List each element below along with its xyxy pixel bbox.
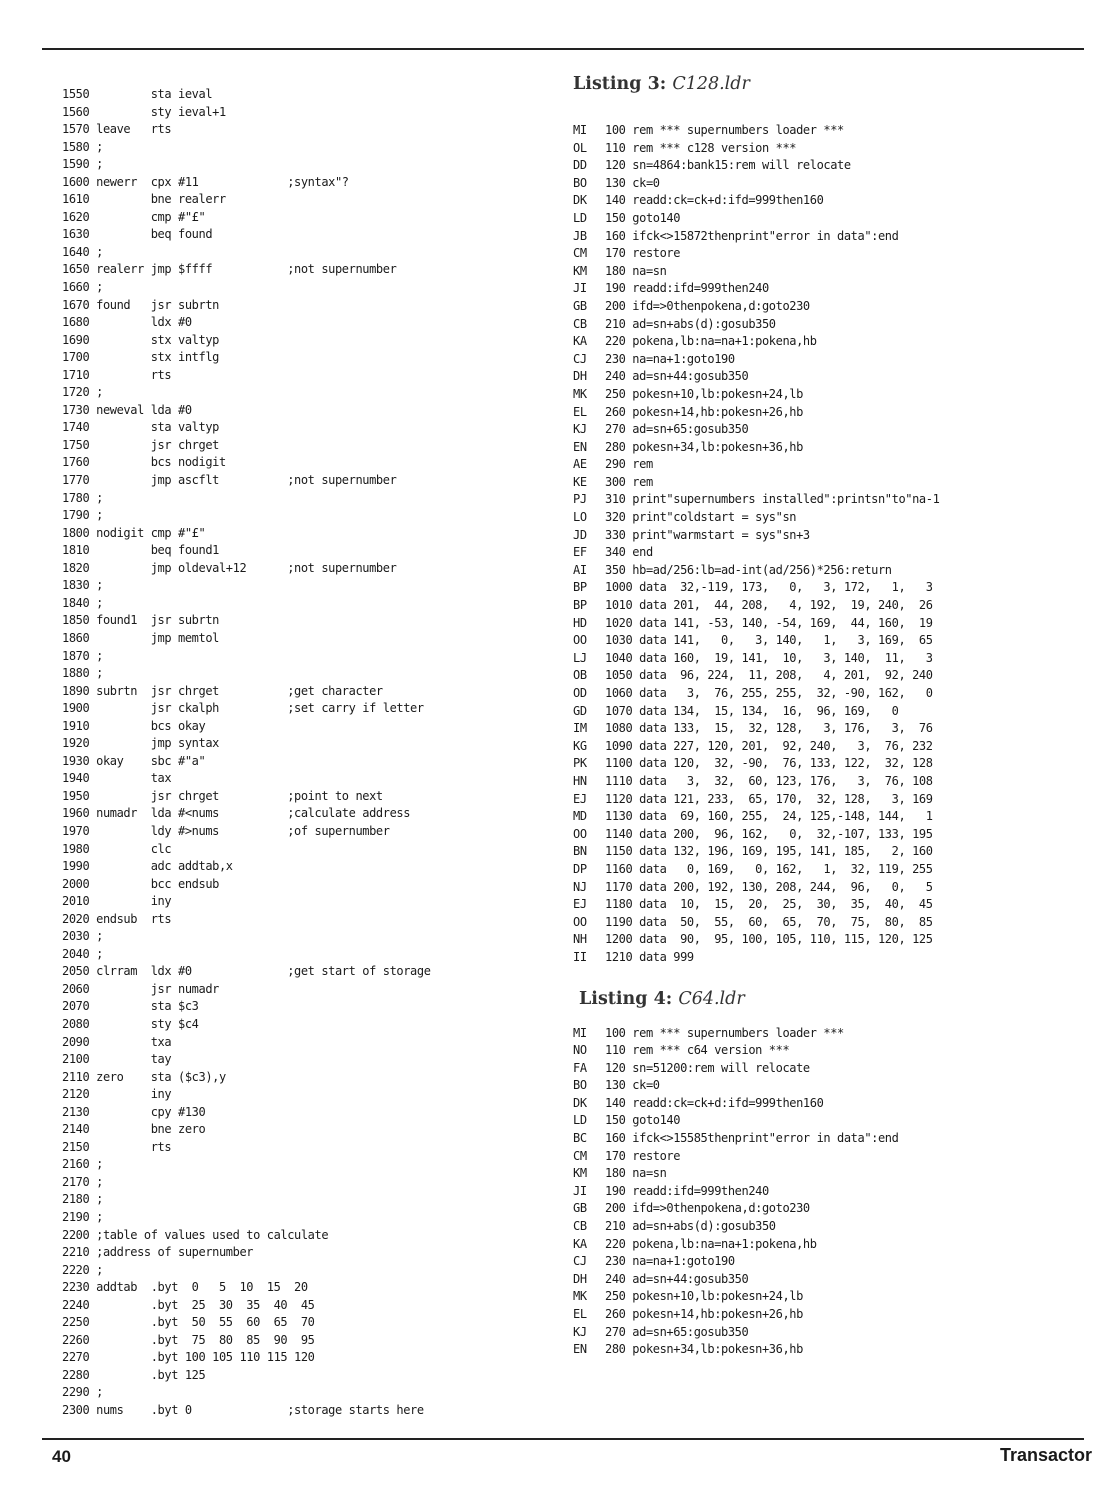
code-line: 1730 neweval lda #0 [62,402,192,417]
code-line: 1900 jsr ckalph ;set carry if letter [62,701,424,716]
code-line [573,1200,1083,1218]
checksum-tag: JI [573,281,587,296]
code-line: 2150 rts [62,1139,172,1154]
checksum-tag: LJ [573,650,587,665]
basic-code: 260 pokesn+14,hb:pokesn+26,hb [605,1307,803,1321]
code-line: 1780 ; [62,490,103,505]
code-line [573,1288,1083,1306]
checksum-tag: DP [573,861,587,876]
code-line: 1820 jmp oldeval+12 ;not supernumber [62,560,397,575]
basic-code: 120 sn=4864:bank15:rem will relocate [605,158,851,173]
checksum-tag: BO [573,1078,587,1093]
basic-code: 180 na=sn [605,1166,667,1181]
checksum-tag: EL [573,1307,587,1321]
checksum-tag: DH [573,1271,587,1286]
code-line: 1580 ; [62,139,103,154]
basic-code: 270 ad=sn+65:gosub350 [605,422,749,437]
code-line [573,351,1083,369]
checksum-tag: OD [573,686,587,700]
code-line: 2180 ; [62,1192,103,1207]
basic-code: 170 restore [605,1148,681,1163]
code-line [573,439,1083,457]
basic-code: 190 readd:ifd=999then240 [605,281,769,296]
code-line [573,210,1083,228]
code-line: 1920 jmp syntax [62,736,219,751]
basic-code: 280 pokesn+34,lb:pokesn+36,hb [605,439,803,454]
code-line [573,280,1083,298]
code-line: 1800 nodigit cmp #"£" [62,525,206,540]
code-line [573,597,1083,615]
code-line [573,738,1083,756]
page-number: 40 [52,1447,71,1466]
code-line: 1940 tax [62,771,172,786]
basic-code: 1020 data 141, -53, 140, -54, 169, 44, 160, 19 [605,615,933,630]
code-line: 2220 ; [62,1262,103,1277]
code-line: 1870 ; [62,648,103,663]
basic-code: 1210 data 999 [605,949,694,964]
code-line: 1600 newerr cpx #11 ;syntax"? [62,174,349,189]
code-line: 1680 ldx #0 [62,315,192,330]
code-line [573,720,1083,738]
checksum-tag: NO [573,1043,587,1058]
basic-code: 130 ck=0 [605,175,660,190]
checksum-tag: BN [573,844,587,859]
code-line: 2120 iny [62,1087,172,1102]
code-line: 1700 stx intflg [62,350,219,365]
checksum-tag: NH [573,932,587,947]
code-line: 1670 found jsr subrtn [62,297,219,312]
listing3-heading [573,72,1083,96]
code-line: 1740 sta valtyp [62,420,219,435]
code-line [573,368,1083,386]
code-line [573,1253,1083,1271]
code-line: 2250 .byt 50 55 60 65 70 [62,1315,315,1330]
code-line: 2170 ; [62,1174,103,1189]
checksum-tag: KM [573,1166,587,1181]
code-line [573,931,1083,949]
code-line: 2080 sty $c4 [62,1016,199,1031]
checksum-tag: OO [573,826,587,841]
code-line [573,316,1083,334]
code-line [573,826,1083,844]
checksum-tag: FA [573,1060,587,1075]
code-line: 1830 ; [62,578,103,593]
basic-code: 300 rem [605,474,653,489]
basic-code: 140 readd:ck=ck+d:ifd=999then160 [605,1095,824,1110]
code-line [573,298,1083,316]
code-line [573,579,1083,597]
code-line: 1910 bcs okay [62,718,206,733]
basic-code: 110 rem *** c128 version *** [605,140,797,155]
checksum-tag: GD [573,703,587,718]
checksum-tag: GB [573,298,587,313]
code-line: 2100 tay [62,1052,172,1067]
code-line: 1770 jmp ascflt ;not supernumber [62,473,397,488]
checksum-tag: HD [573,615,587,630]
code-line: 1690 stx valtyp [62,332,219,347]
code-line [573,456,1083,474]
code-line: 1660 ; [62,280,103,295]
checksum-tag: EJ [573,897,587,912]
basic-code: 140 readd:ck=ck+d:ifd=999then160 [605,193,824,208]
code-line [573,1060,1083,1078]
basic-code: 1170 data 200, 192, 130, 208, 244, 96, 0, 5 [605,879,933,894]
code-line: 1640 ; [62,244,103,259]
checksum-tag: PK [573,756,587,771]
code-line: 1960 numadr lda #<nums ;calculate address [62,806,411,821]
code-line [573,474,1083,492]
code-line [573,509,1083,527]
code-line [573,1042,1083,1060]
basic-code: 120 sn=51200:rem will relocate [605,1060,810,1075]
basic-code: 160 ifck<>15872thenprint"error in data":end [605,228,899,243]
code-line [573,861,1083,879]
checksum-tag: KJ [573,1324,587,1339]
basic-code: 230 na=na+1:goto190 [605,351,735,366]
code-line [573,773,1083,791]
checksum-tag: CB [573,316,587,331]
code-line [573,1183,1083,1201]
basic-code: 1030 data 141, 0, 3, 140, 1, 3, 169, 65 [605,633,933,648]
basic-code: 1060 data 3, 76, 255, 255, 32, -90, 162, 0 [605,686,933,700]
checksum-tag: AI [573,562,587,577]
basic-code: 1050 data 96, 224, 11, 208, 4, 201, 92, 240 [605,668,933,683]
basic-code: 210 ad=sn+abs(d):gosub350 [605,316,776,331]
basic-code: 250 pokesn+10,lb:pokesn+24,lb [605,1289,803,1304]
checksum-tag: MK [573,1289,587,1304]
basic-code: 100 rem *** supernumbers loader *** [605,1025,844,1040]
code-line [573,843,1083,861]
checksum-tag: LD [573,210,587,225]
code-line: 2060 jsr numadr [62,981,219,996]
checksum-tag: DD [573,158,587,173]
code-line [573,333,1083,351]
checksum-tag: OO [573,914,587,929]
code-line: 1990 adc addtab,x [62,859,233,874]
code-line: 2110 zero sta ($c3),y [62,1069,226,1084]
code-line: 1710 rts [62,367,172,382]
basic-code: 330 print"warmstart = sys"sn+3 [605,527,810,542]
code-line [573,491,1083,509]
code-line: 1880 ; [62,666,103,681]
code-line [573,228,1083,246]
code-line: 1750 jsr chrget [62,437,219,452]
listing4-heading [579,987,1083,1011]
basic-code: 1040 data 160, 19, 141, 10, 3, 140, 11, 3 [605,650,933,665]
basic-code: 1120 data 121, 233, 65, 170, 32, 128, 3, 169 [605,791,933,806]
checksum-tag: DK [573,1095,587,1110]
basic-code: 1140 data 200, 96, 162, 0, 32,-107, 133, 195 [605,826,933,841]
bottom-rule [42,1438,1084,1440]
basic-code: 1110 data 3, 32, 60, 123, 176, 3, 76, 108 [605,773,933,788]
basic-code: 100 rem *** supernumbers loader *** [605,123,844,137]
code-line: 1850 found1 jsr subrtn [62,613,219,628]
left-column-listing [62,86,532,1420]
checksum-tag: KE [573,474,587,489]
listing4-heading-prefix: Listing 4: [579,988,679,1009]
checksum-tag: LD [573,1113,587,1128]
checksum-tag: HN [573,773,587,788]
code-line [573,140,1083,158]
code-line: 1760 bcs nodigit [62,455,226,470]
code-line: 1930 okay sbc #"a" [62,753,206,768]
listing4-heading-name: C64.ldr [678,988,745,1009]
checksum-tag: CB [573,1219,587,1234]
basic-code: 1070 data 134, 15, 134, 16, 96, 169, 0 [605,703,899,718]
code-line: 2140 bne zero [62,1122,206,1137]
basic-code: 220 pokena,lb:na=na+1:pokena,hb [605,334,817,349]
checksum-tag: EN [573,439,587,454]
checksum-tag: KA [573,334,587,349]
checksum-tag: MK [573,386,587,401]
code-line: 1790 ; [62,508,103,523]
code-line: 2230 addtab .byt 0 5 10 15 20 [62,1280,308,1295]
basic-code: 160 ifck<>15585thenprint"error in data":end [605,1131,899,1146]
code-line [573,1095,1083,1113]
right-column [573,72,1083,1359]
code-line: 2270 .byt 100 105 110 115 120 [62,1350,315,1365]
basic-code: 310 print"supernumbers installed":printsn"to"na-1 [605,492,940,507]
code-line [573,755,1083,773]
code-line [573,615,1083,633]
code-line [573,245,1083,263]
checksum-tag: AE [573,457,587,472]
code-line [573,703,1083,721]
code-line [573,949,1083,967]
code-line: 2050 clrram ldx #0 ;get start of storage [62,964,431,979]
code-line [573,1236,1083,1254]
code-line [573,914,1083,932]
code-line [573,1077,1083,1095]
basic-code: 230 na=na+1:goto190 [605,1254,735,1269]
code-line [573,1112,1083,1130]
code-line: 2070 sta $c3 [62,999,199,1014]
code-line [573,791,1083,809]
basic-code: 200 ifd=>0thenpokena,d:goto230 [605,298,810,313]
code-line [573,1324,1083,1342]
code-line [573,1271,1083,1289]
code-line: 1720 ; [62,385,103,400]
code-line: 2000 bcc endsub [62,876,219,891]
basic-code: 1160 data 0, 169, 0, 162, 1, 32, 119, 255 [605,861,933,876]
code-line: 1950 jsr chrget ;point to next [62,788,383,803]
basic-code: 240 ad=sn+44:gosub350 [605,1271,749,1286]
basic-code: 190 readd:ifd=999then240 [605,1183,769,1198]
checksum-tag: LO [573,510,587,525]
code-line: 2160 ; [62,1157,103,1172]
basic-code: 220 pokena,lb:na=na+1:pokena,hb [605,1236,817,1251]
basic-code: 240 ad=sn+44:gosub350 [605,369,749,384]
checksum-tag: JI [573,1183,587,1198]
basic-code: 200 ifd=>0thenpokena,d:goto230 [605,1201,810,1216]
basic-code: 1190 data 50, 55, 60, 65, 70, 75, 80, 85 [605,914,933,929]
code-line [573,404,1083,422]
checksum-tag: DK [573,193,587,208]
basic-code: 280 pokesn+34,lb:pokesn+36,hb [605,1342,803,1357]
basic-code: 260 pokesn+14,hb:pokesn+26,hb [605,404,803,419]
code-line: 2190 ; [62,1210,103,1224]
code-line: 1590 ; [62,157,103,172]
code-line: 1550 sta ieval [62,87,213,101]
checksum-tag: MD [573,809,587,824]
code-line: 2290 ; [62,1385,103,1400]
code-line [573,122,1083,140]
code-line [573,808,1083,826]
checksum-tag: MI [573,1025,587,1040]
basic-code: 210 ad=sn+abs(d):gosub350 [605,1219,776,1234]
code-line [573,421,1083,439]
checksum-tag: CJ [573,351,587,366]
basic-code: 180 na=sn [605,263,667,278]
checksum-tag: PJ [573,492,587,507]
code-line [573,1341,1083,1359]
checksum-tag: OO [573,633,587,648]
basic-code: 1010 data 201, 44, 208, 4, 192, 19, 240, 26 [605,598,933,613]
basic-code: 1180 data 10, 15, 20, 25, 30, 35, 40, 45 [605,897,933,912]
code-line [573,544,1083,562]
code-line [573,1025,1083,1043]
checksum-tag: KJ [573,422,587,437]
checksum-tag: KG [573,738,587,753]
checksum-tag: CM [573,1148,587,1163]
basic-code: 1000 data 32,-119, 173, 0, 3, 172, 1, 3 [605,580,933,595]
basic-code: 130 ck=0 [605,1078,660,1093]
basic-code: 320 print"coldstart = sys"sn [605,510,797,525]
code-line: 1630 beq found [62,227,213,242]
basic-code: 270 ad=sn+65:gosub350 [605,1324,749,1339]
code-line: 1890 subrtn jsr chrget ;get character [62,683,383,698]
checksum-tag: IM [573,721,587,736]
code-line [573,157,1083,175]
checksum-tag: NJ [573,879,587,894]
code-line [573,192,1083,210]
code-line: 2200 ;table of values used to calculate [62,1227,329,1242]
basic-code: 1090 data 227, 120, 201, 92, 240, 3, 76, 232 [605,738,933,753]
basic-code: 350 hb=ad/256:lb=ad-int(ad/256)*256:return [605,562,892,577]
code-line [573,896,1083,914]
checksum-tag: EN [573,1342,587,1357]
checksum-tag: EJ [573,791,587,806]
code-line [573,1130,1083,1148]
code-line [573,685,1083,703]
code-line [573,650,1083,668]
basic-code: 170 restore [605,246,681,261]
code-line: 1650 realerr jmp $ffff ;not supernumber [62,262,397,277]
listing3-code [573,122,1083,967]
code-line: 1620 cmp #"£" [62,209,206,224]
basic-code: 1150 data 132, 196, 169, 195, 141, 185, 2, 160 [605,844,933,859]
code-line: 1560 sty ieval+1 [62,104,226,119]
code-line: 2240 .byt 25 30 35 40 45 [62,1297,315,1312]
basic-code: 1200 data 90, 95, 100, 105, 110, 115, 120, 125 [605,932,933,947]
basic-code: 340 end [605,545,653,560]
code-line: 2010 iny [62,894,172,909]
checksum-tag: EF [573,545,587,560]
basic-code: 1100 data 120, 32, -90, 76, 133, 122, 32, 128 [605,756,933,771]
checksum-tag: BO [573,175,587,190]
magazine-name: Transactor [999,1445,1092,1465]
checksum-tag: KM [573,263,587,278]
checksum-tag: BC [573,1131,587,1146]
listing4-code [573,1025,1083,1359]
checksum-tag: KA [573,1236,587,1251]
top-rule [42,48,1084,50]
code-line [573,1218,1083,1236]
basic-code: 1080 data 133, 15, 32, 128, 3, 176, 3, 76 [605,721,933,736]
checksum-tag: DH [573,369,587,384]
code-line: 1860 jmp memtol [62,630,219,645]
code-line: 1970 ldy #>nums ;of supernumber [62,823,390,838]
checksum-tag: MI [573,123,587,137]
code-line: 1840 ; [62,595,103,610]
code-line [573,386,1083,404]
code-line [573,527,1083,545]
code-line: 1610 bne realerr [62,192,226,207]
basic-code: 150 goto140 [605,1113,681,1128]
code-line: 2020 endsub rts [62,911,172,926]
basic-code: 150 goto140 [605,210,681,225]
checksum-tag: CM [573,246,587,261]
code-line [573,263,1083,281]
basic-code: 290 rem [605,457,653,472]
listing3-heading-prefix: Listing 3: [573,74,673,94]
basic-code: 250 pokesn+10,lb:pokesn+24,lb [605,386,803,401]
code-line: 1980 clc [62,841,172,856]
code-line: 1570 leave rts [62,122,172,137]
code-line: 2130 cpy #130 [62,1104,206,1119]
code-line [573,632,1083,650]
checksum-tag: JB [573,228,587,243]
code-line [573,1148,1083,1166]
listing3-heading-name: C128.ldr [672,74,750,94]
checksum-tag: EL [573,404,587,419]
code-line: 2090 txa [62,1034,172,1049]
basic-code: 1130 data 69, 160, 255, 24, 125,-148, 144, 1 [605,809,933,824]
code-line: 2040 ; [62,946,103,961]
code-line [573,562,1083,580]
code-line [573,1306,1083,1324]
code-line [573,175,1083,193]
checksum-tag: OL [573,140,587,155]
code-line: 2030 ; [62,929,103,944]
code-line [573,879,1083,897]
checksum-tag: BP [573,598,587,613]
code-line [573,667,1083,685]
code-line: 2300 nums .byt 0 ;storage starts here [62,1403,424,1418]
code-line: 2280 .byt 125 [62,1367,206,1382]
code-line: 2260 .byt 75 80 85 90 95 [62,1332,315,1347]
checksum-tag: OB [573,668,587,683]
checksum-tag: JD [573,527,587,542]
assembly-listing [62,86,532,1420]
code-line: 1810 beq found1 [62,543,219,558]
code-line [573,1165,1083,1183]
basic-code: 110 rem *** c64 version *** [605,1043,790,1058]
checksum-tag: II [573,949,587,964]
code-line: 2210 ;address of supernumber [62,1245,254,1260]
checksum-tag: GB [573,1201,587,1216]
checksum-tag: CJ [573,1254,587,1269]
checksum-tag: BP [573,580,587,595]
